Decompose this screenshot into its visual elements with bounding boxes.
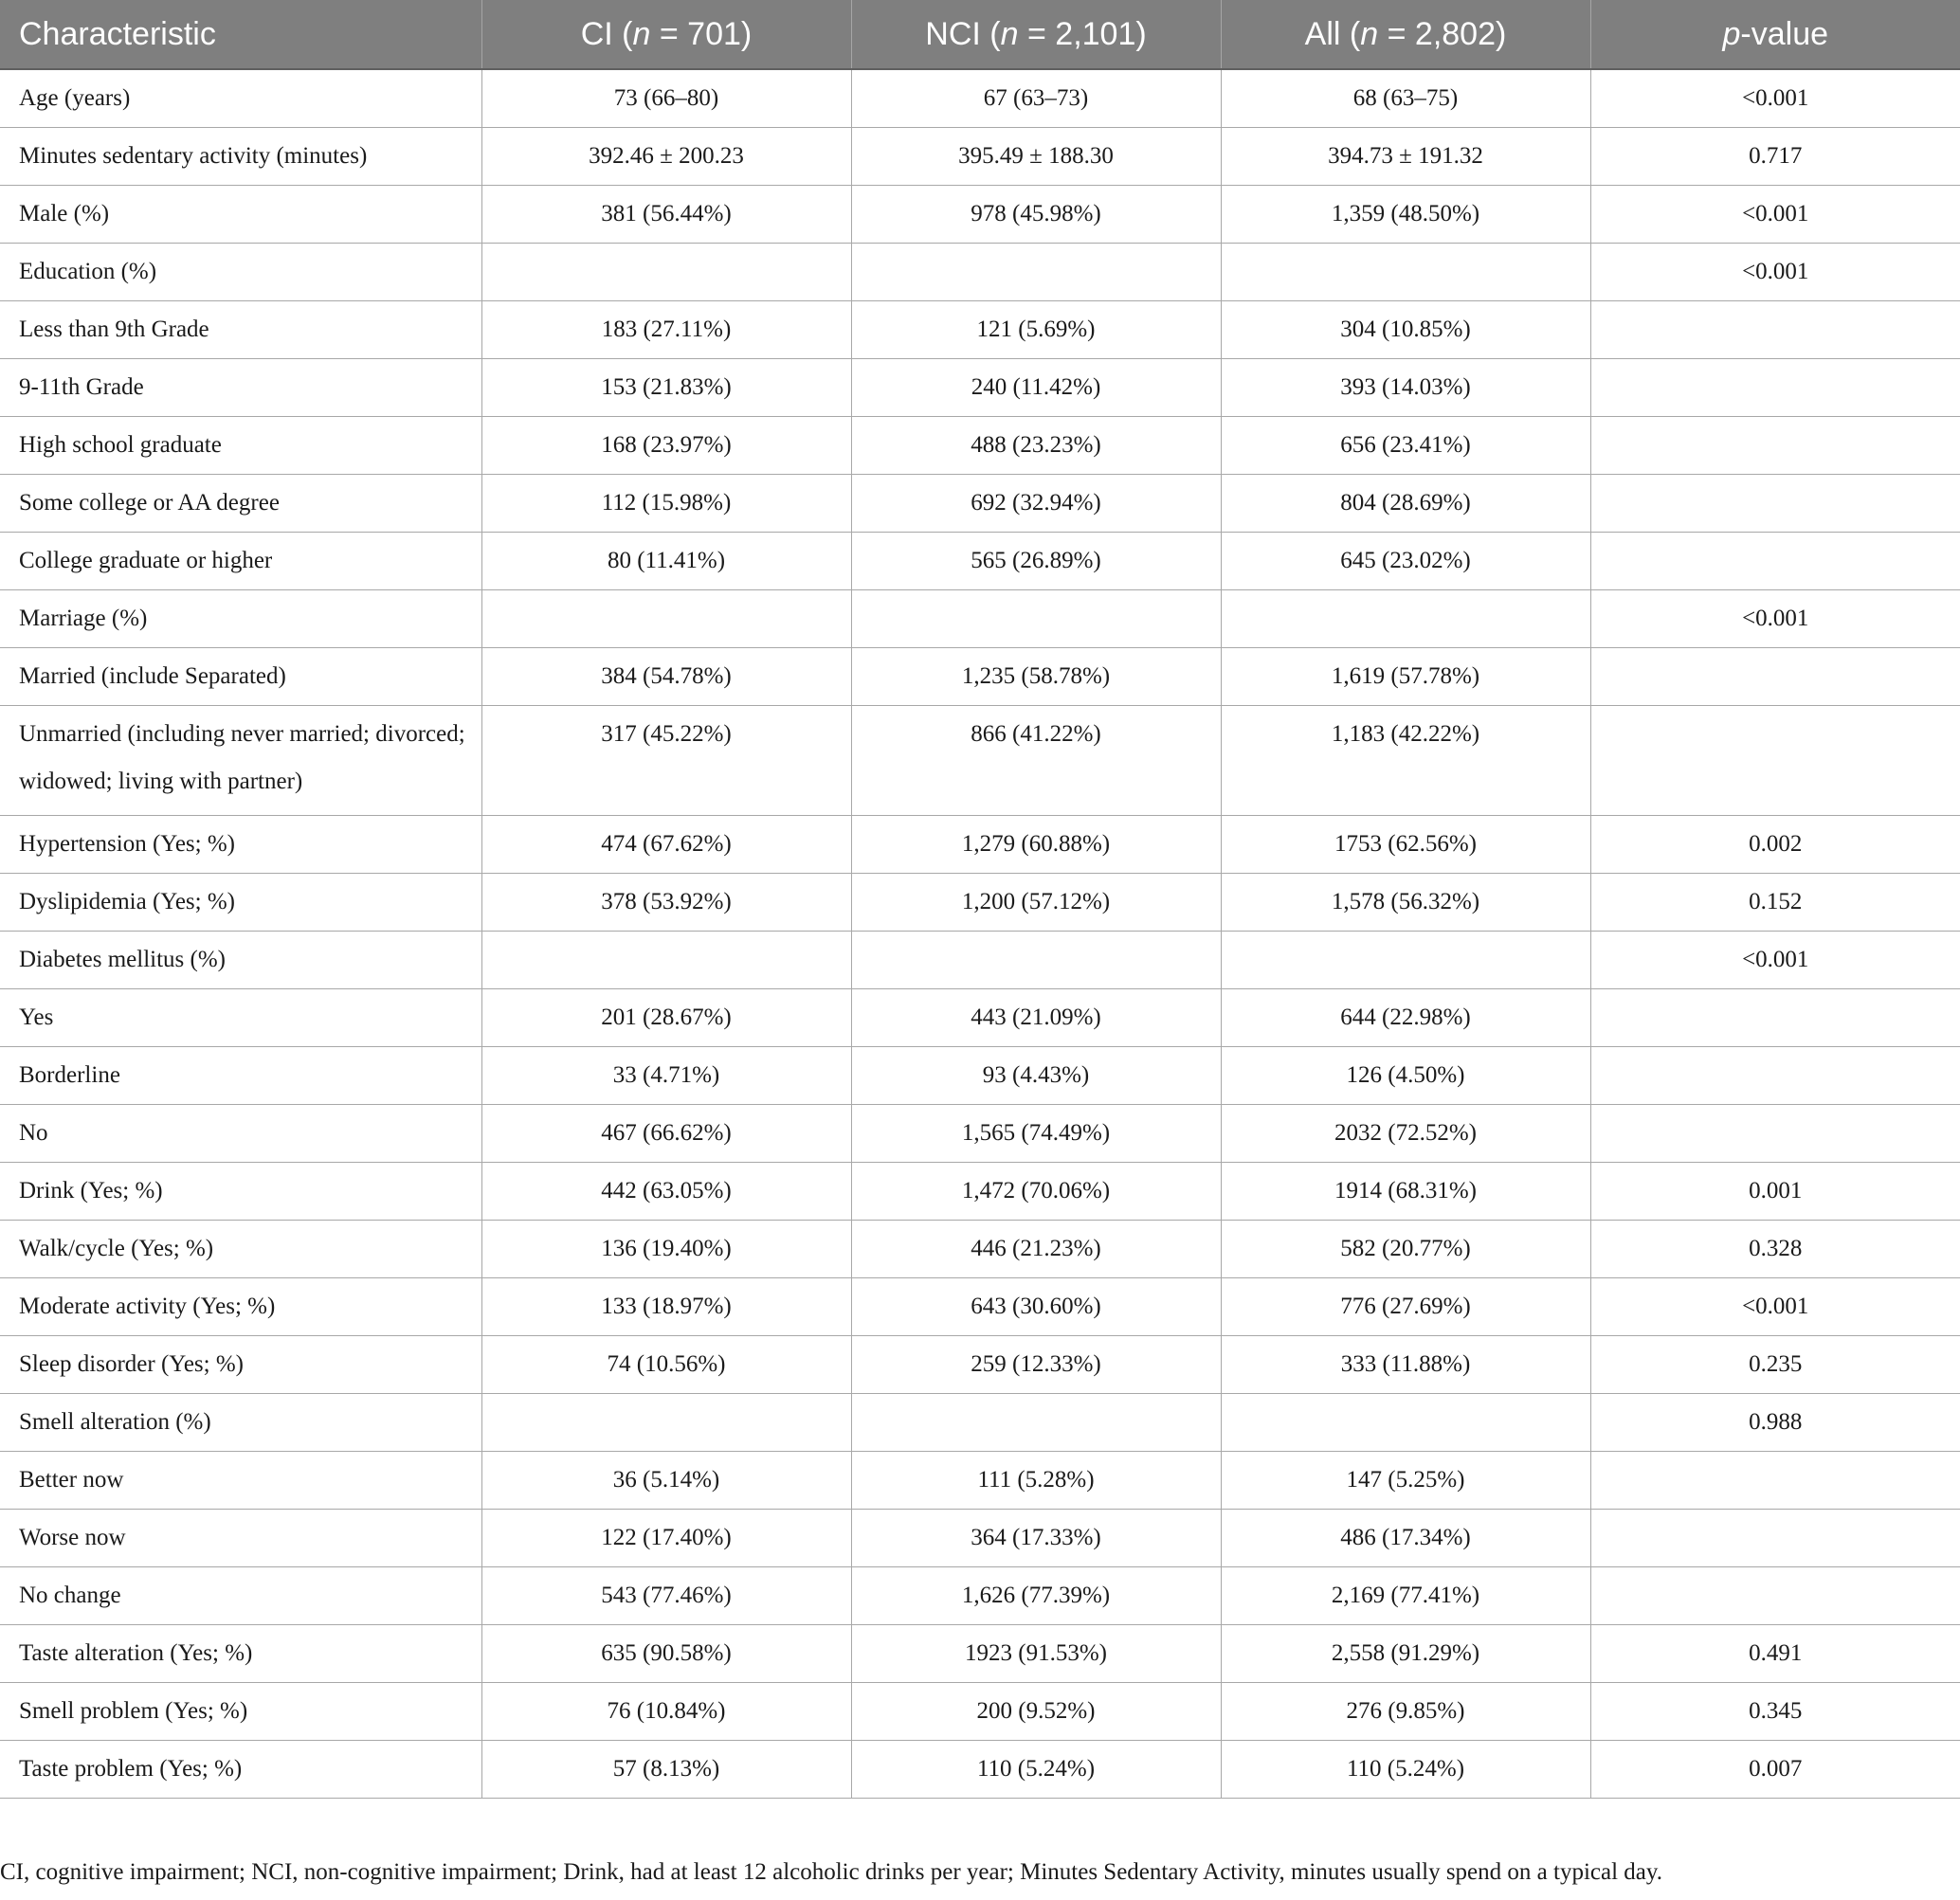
row-label: Sleep disorder (Yes; %) <box>0 1336 481 1394</box>
cell-all <box>1221 1394 1590 1452</box>
cell-all: 1753 (62.56%) <box>1221 816 1590 874</box>
cell-pvalue <box>1590 1567 1960 1625</box>
row-label: Unmarried (including never married; divorced; widowed; living with partner) <box>0 706 481 816</box>
table-row <box>0 1163 1960 1221</box>
header-ci <box>481 0 851 69</box>
cell-nci: 1,279 (60.88%) <box>851 816 1221 874</box>
cell-nci: 1923 (91.53%) <box>851 1625 1221 1683</box>
cell-pvalue <box>1590 417 1960 475</box>
table-body <box>0 69 1960 1799</box>
cell-ci: 442 (63.05%) <box>481 1163 851 1221</box>
cell-nci: 643 (30.60%) <box>851 1278 1221 1336</box>
cell-nci: 443 (21.09%) <box>851 989 1221 1047</box>
cell-nci: 364 (17.33%) <box>851 1510 1221 1567</box>
table-row <box>0 1510 1960 1567</box>
row-label: Minutes sedentary activity (minutes) <box>0 128 481 186</box>
cell-ci: 33 (4.71%) <box>481 1047 851 1105</box>
cell-nci: 111 (5.28%) <box>851 1452 1221 1510</box>
cell-ci <box>481 1394 851 1452</box>
cell-nci <box>851 932 1221 989</box>
table-row <box>0 244 1960 301</box>
cell-all: 486 (17.34%) <box>1221 1510 1590 1567</box>
cell-ci: 122 (17.40%) <box>481 1510 851 1567</box>
row-label: High school graduate <box>0 417 481 475</box>
row-label: Education (%) <box>0 244 481 301</box>
row-label: Drink (Yes; %) <box>0 1163 481 1221</box>
cell-ci: 543 (77.46%) <box>481 1567 851 1625</box>
cell-pvalue: 0.007 <box>1590 1741 1960 1799</box>
cell-nci <box>851 590 1221 648</box>
cell-ci: 74 (10.56%) <box>481 1336 851 1394</box>
cell-pvalue <box>1590 706 1960 816</box>
cell-pvalue <box>1590 1510 1960 1567</box>
cell-nci: 978 (45.98%) <box>851 186 1221 244</box>
cell-nci <box>851 1394 1221 1452</box>
row-label: Taste alteration (Yes; %) <box>0 1625 481 1683</box>
cell-nci: 446 (21.23%) <box>851 1221 1221 1278</box>
cell-pvalue: 0.988 <box>1590 1394 1960 1452</box>
cell-nci: 67 (63–73) <box>851 69 1221 128</box>
header-pvalue <box>1590 0 1960 69</box>
cell-all <box>1221 932 1590 989</box>
cell-all: 393 (14.03%) <box>1221 359 1590 417</box>
cell-ci: 136 (19.40%) <box>481 1221 851 1278</box>
header-pvalue-p: p <box>1722 15 1741 52</box>
cell-pvalue: <0.001 <box>1590 1278 1960 1336</box>
table-row <box>0 1567 1960 1625</box>
cell-all: 2032 (72.52%) <box>1221 1105 1590 1163</box>
cell-all: 1914 (68.31%) <box>1221 1163 1590 1221</box>
cell-all: 68 (63–75) <box>1221 69 1590 128</box>
row-label: 9-11th Grade <box>0 359 481 417</box>
row-label: Male (%) <box>0 186 481 244</box>
row-label: Smell problem (Yes; %) <box>0 1683 481 1741</box>
header-pvalue-label: -value <box>1740 15 1829 52</box>
cell-pvalue <box>1590 1452 1960 1510</box>
cell-pvalue: <0.001 <box>1590 69 1960 128</box>
table-row <box>0 1047 1960 1105</box>
cell-nci: 259 (12.33%) <box>851 1336 1221 1394</box>
cell-ci: 183 (27.11%) <box>481 301 851 359</box>
cell-pvalue <box>1590 359 1960 417</box>
header-nci <box>851 0 1221 69</box>
header-characteristic-text: Characteristic <box>19 15 216 52</box>
cell-pvalue: <0.001 <box>1590 932 1960 989</box>
cell-all: 1,183 (42.22%) <box>1221 706 1590 816</box>
cell-ci <box>481 590 851 648</box>
cell-nci: 1,472 (70.06%) <box>851 1163 1221 1221</box>
cell-all: 2,169 (77.41%) <box>1221 1567 1590 1625</box>
table-row <box>0 1625 1960 1683</box>
cell-ci: 36 (5.14%) <box>481 1452 851 1510</box>
row-label: Borderline <box>0 1047 481 1105</box>
cell-nci: 1,565 (74.49%) <box>851 1105 1221 1163</box>
cell-all: 147 (5.25%) <box>1221 1452 1590 1510</box>
cell-nci: 93 (4.43%) <box>851 1047 1221 1105</box>
table-row <box>0 816 1960 874</box>
cell-ci: 384 (54.78%) <box>481 648 851 706</box>
cell-all: 394.73 ± 191.32 <box>1221 128 1590 186</box>
cell-ci: 201 (28.67%) <box>481 989 851 1047</box>
cell-ci: 57 (8.13%) <box>481 1741 851 1799</box>
header-all-n: n <box>1360 15 1379 52</box>
cell-ci <box>481 244 851 301</box>
cell-all: 582 (20.77%) <box>1221 1221 1590 1278</box>
row-label: Yes <box>0 989 481 1047</box>
row-label: Taste problem (Yes; %) <box>0 1741 481 1799</box>
cell-nci: 121 (5.69%) <box>851 301 1221 359</box>
table-row <box>0 301 1960 359</box>
table-row <box>0 706 1960 816</box>
cell-ci: 112 (15.98%) <box>481 475 851 533</box>
table-row <box>0 648 1960 706</box>
cell-pvalue: 0.152 <box>1590 874 1960 932</box>
cell-all: 776 (27.69%) <box>1221 1278 1590 1336</box>
cell-all: 2,558 (91.29%) <box>1221 1625 1590 1683</box>
cell-pvalue: 0.001 <box>1590 1163 1960 1221</box>
row-label: No change <box>0 1567 481 1625</box>
cell-all: 656 (23.41%) <box>1221 417 1590 475</box>
table-row <box>0 874 1960 932</box>
cell-pvalue <box>1590 475 1960 533</box>
table-row <box>0 186 1960 244</box>
cell-pvalue <box>1590 989 1960 1047</box>
header-all-label: All ( <box>1304 15 1361 52</box>
table-row <box>0 1278 1960 1336</box>
cell-nci: 565 (26.89%) <box>851 533 1221 590</box>
header-all-count: = 2,802) <box>1378 15 1507 52</box>
cell-ci: 73 (66–80) <box>481 69 851 128</box>
row-label: Walk/cycle (Yes; %) <box>0 1221 481 1278</box>
cell-nci: 1,200 (57.12%) <box>851 874 1221 932</box>
table-row <box>0 1394 1960 1452</box>
row-label: Hypertension (Yes; %) <box>0 816 481 874</box>
cell-ci: 381 (56.44%) <box>481 186 851 244</box>
cell-ci: 378 (53.92%) <box>481 874 851 932</box>
table-row <box>0 69 1960 128</box>
cell-all: 1,578 (56.32%) <box>1221 874 1590 932</box>
cell-pvalue: <0.001 <box>1590 590 1960 648</box>
cell-ci: 80 (11.41%) <box>481 533 851 590</box>
row-label: Age (years) <box>0 69 481 128</box>
cell-nci: 1,235 (58.78%) <box>851 648 1221 706</box>
table-header <box>0 0 1960 69</box>
cell-pvalue: 0.345 <box>1590 1683 1960 1741</box>
cell-pvalue: 0.235 <box>1590 1336 1960 1394</box>
cell-pvalue: 0.717 <box>1590 128 1960 186</box>
cell-ci: 467 (66.62%) <box>481 1105 851 1163</box>
row-label: Marriage (%) <box>0 590 481 648</box>
cell-nci: 200 (9.52%) <box>851 1683 1221 1741</box>
cell-ci: 153 (21.83%) <box>481 359 851 417</box>
row-label: College graduate or higher <box>0 533 481 590</box>
cell-nci: 1,626 (77.39%) <box>851 1567 1221 1625</box>
header-characteristic <box>0 0 481 69</box>
cell-ci: 133 (18.97%) <box>481 1278 851 1336</box>
cell-pvalue: 0.328 <box>1590 1221 1960 1278</box>
cell-pvalue <box>1590 648 1960 706</box>
cell-pvalue: 0.002 <box>1590 816 1960 874</box>
cell-pvalue: 0.491 <box>1590 1625 1960 1683</box>
header-ci-count: = 701) <box>650 15 753 52</box>
row-label: Less than 9th Grade <box>0 301 481 359</box>
cell-nci <box>851 244 1221 301</box>
row-label: Dyslipidemia (Yes; %) <box>0 874 481 932</box>
cell-pvalue <box>1590 533 1960 590</box>
cell-ci: 392.46 ± 200.23 <box>481 128 851 186</box>
cell-ci <box>481 932 851 989</box>
cell-all: 333 (11.88%) <box>1221 1336 1590 1394</box>
cell-ci: 317 (45.22%) <box>481 706 851 816</box>
table-row <box>0 128 1960 186</box>
cell-all: 110 (5.24%) <box>1221 1741 1590 1799</box>
header-nci-n: n <box>1000 15 1019 52</box>
table-row <box>0 1683 1960 1741</box>
cell-pvalue <box>1590 1047 1960 1105</box>
table-row <box>0 359 1960 417</box>
row-label: Married (include Separated) <box>0 648 481 706</box>
header-ci-label: CI ( <box>580 15 633 52</box>
row-label: Better now <box>0 1452 481 1510</box>
cell-pvalue <box>1590 301 1960 359</box>
table-row <box>0 932 1960 989</box>
cell-all: 804 (28.69%) <box>1221 475 1590 533</box>
cell-all <box>1221 590 1590 648</box>
cell-ci: 635 (90.58%) <box>481 1625 851 1683</box>
table-footnote: CI, cognitive impairment; NCI, non-cognitive impairment; Drink, had at least 12 alcoholic drinks per year; Minutes Sedentary Activity, minutes usually spend on a typical day. <box>0 1859 1663 1885</box>
header-all <box>1221 0 1590 69</box>
cell-all: 126 (4.50%) <box>1221 1047 1590 1105</box>
cell-nci: 110 (5.24%) <box>851 1741 1221 1799</box>
cell-pvalue <box>1590 1105 1960 1163</box>
table-row <box>0 590 1960 648</box>
cell-nci: 240 (11.42%) <box>851 359 1221 417</box>
row-label: Moderate activity (Yes; %) <box>0 1278 481 1336</box>
table-row <box>0 1741 1960 1799</box>
header-nci-count: = 2,101) <box>1018 15 1147 52</box>
table-row <box>0 533 1960 590</box>
cell-pvalue: <0.001 <box>1590 186 1960 244</box>
row-label: No <box>0 1105 481 1163</box>
cell-ci: 168 (23.97%) <box>481 417 851 475</box>
table-row <box>0 1452 1960 1510</box>
cell-all: 645 (23.02%) <box>1221 533 1590 590</box>
row-label: Diabetes mellitus (%) <box>0 932 481 989</box>
table-row <box>0 417 1960 475</box>
cell-all: 644 (22.98%) <box>1221 989 1590 1047</box>
cell-ci: 474 (67.62%) <box>481 816 851 874</box>
row-label: Worse now <box>0 1510 481 1567</box>
cell-nci: 395.49 ± 188.30 <box>851 128 1221 186</box>
table-row <box>0 1105 1960 1163</box>
header-ci-n: n <box>632 15 651 52</box>
cell-all: 304 (10.85%) <box>1221 301 1590 359</box>
cell-all: 1,359 (48.50%) <box>1221 186 1590 244</box>
cell-ci: 76 (10.84%) <box>481 1683 851 1741</box>
cell-pvalue: <0.001 <box>1590 244 1960 301</box>
cell-all <box>1221 244 1590 301</box>
table-row <box>0 989 1960 1047</box>
cell-nci: 488 (23.23%) <box>851 417 1221 475</box>
row-label: Smell alteration (%) <box>0 1394 481 1452</box>
table-row <box>0 1336 1960 1394</box>
header-row <box>0 0 1960 69</box>
cell-all: 276 (9.85%) <box>1221 1683 1590 1741</box>
row-label: Some college or AA degree <box>0 475 481 533</box>
cell-all: 1,619 (57.78%) <box>1221 648 1590 706</box>
cell-nci: 692 (32.94%) <box>851 475 1221 533</box>
cell-nci: 866 (41.22%) <box>851 706 1221 816</box>
table-row <box>0 1221 1960 1278</box>
table-row <box>0 475 1960 533</box>
header-nci-label: NCI ( <box>925 15 1001 52</box>
